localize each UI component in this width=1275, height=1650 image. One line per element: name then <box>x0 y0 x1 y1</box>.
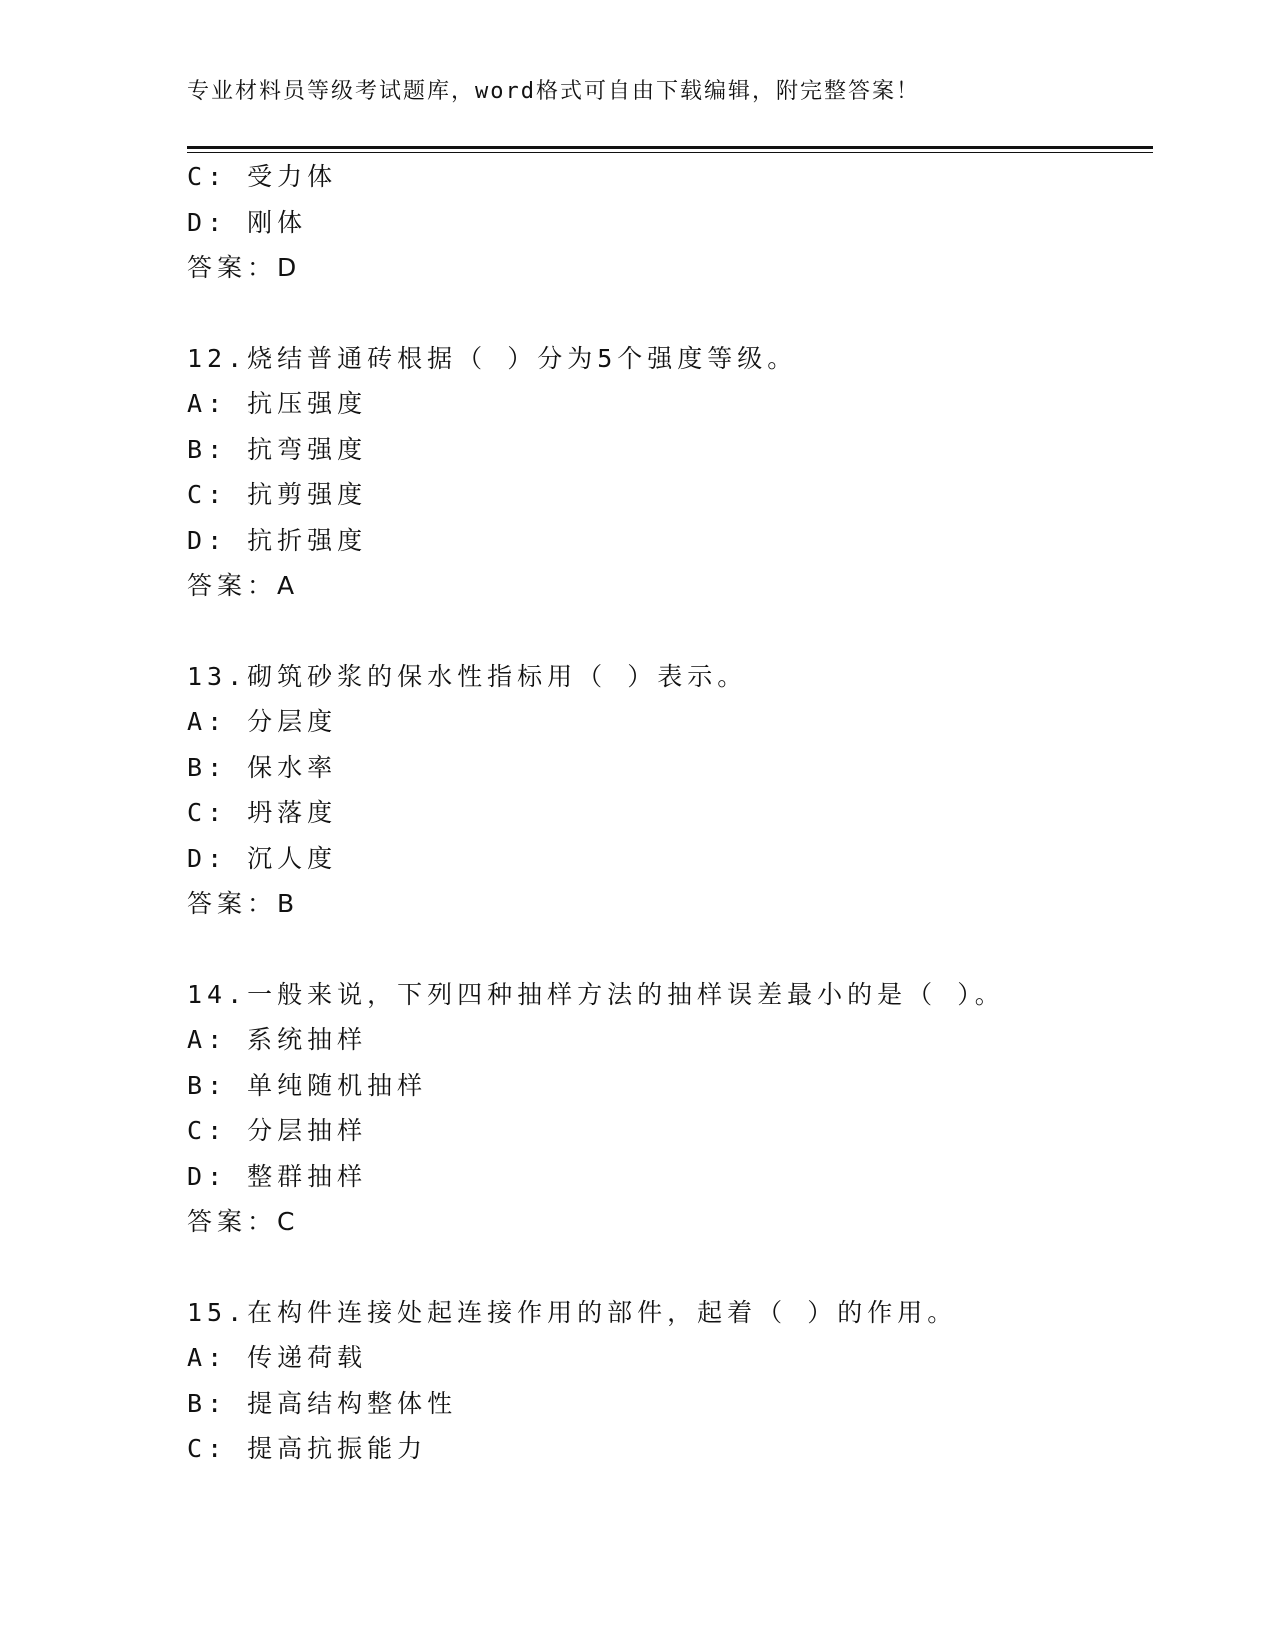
option-line <box>187 1063 1153 1109</box>
question-number: 13. <box>187 661 248 691</box>
option-separator: : <box>207 162 248 191</box>
option-separator: : <box>207 1070 248 1100</box>
option-text: 受力体 <box>247 162 338 191</box>
option-line <box>187 1335 1153 1381</box>
question-content <box>187 154 1153 1472</box>
option-text: 提高结构整体性 <box>247 1388 458 1418</box>
option-separator: : <box>207 1025 248 1054</box>
header-rule-thin <box>187 152 1153 153</box>
question-stem <box>187 1290 1153 1336</box>
option-line <box>187 518 1153 564</box>
spacer <box>187 1245 1153 1290</box>
option-text: 整群抽样 <box>247 1161 368 1191</box>
question-number: 15. <box>187 1297 248 1327</box>
question-text: 在构件连接处起连接作用的部件，起着（ ）的作用。 <box>247 1297 958 1327</box>
option-text: 抗弯强度 <box>247 434 368 464</box>
option-key: D <box>187 207 208 237</box>
answer-value: C <box>277 1207 296 1236</box>
option-separator: : <box>207 525 248 555</box>
option-key: D <box>187 525 208 555</box>
question-text: 砌筑砂浆的保水性指标用（ ）表示。 <box>247 661 748 691</box>
option-key: C <box>187 162 208 191</box>
option-key: B <box>187 434 208 464</box>
question-number: 12. <box>187 343 248 373</box>
option-separator: : <box>207 207 248 237</box>
option-text: 传递荷载 <box>247 1343 368 1372</box>
option-line <box>187 472 1153 518</box>
spacer <box>187 927 1153 972</box>
option-separator: : <box>207 480 248 509</box>
option-text: 刚体 <box>247 207 308 237</box>
option-separator: : <box>207 843 248 873</box>
option-separator: : <box>207 1434 248 1463</box>
option-line <box>187 1381 1153 1427</box>
option-line <box>187 1017 1153 1063</box>
option-separator: : <box>207 798 248 827</box>
question-stem <box>187 336 1153 382</box>
option-line <box>187 836 1153 882</box>
option-text: 分层度 <box>247 707 338 736</box>
option-line <box>187 699 1153 745</box>
option-line <box>187 1426 1153 1472</box>
option-separator: : <box>207 707 248 736</box>
answer-value: A <box>277 571 296 600</box>
option-line <box>187 427 1153 473</box>
option-text: 沉人度 <box>247 843 338 873</box>
question-number: 14. <box>187 979 248 1009</box>
answer-line <box>187 245 1153 291</box>
option-key: D <box>187 1161 208 1191</box>
question-text: 一般来说，下列四种抽样方法的抽样误差最小的是（ ）。 <box>247 979 1005 1009</box>
option-key: A <box>187 707 208 736</box>
option-line <box>187 381 1153 427</box>
option-line <box>187 200 1153 246</box>
option-text: 分层抽样 <box>247 1116 368 1145</box>
answer-label: 答案： <box>187 889 278 918</box>
answer-line <box>187 881 1153 927</box>
option-text: 单纯随机抽样 <box>247 1070 428 1100</box>
spacer <box>187 609 1153 654</box>
option-key: D <box>187 843 208 873</box>
option-line <box>187 1108 1153 1154</box>
option-separator: : <box>207 389 248 418</box>
option-line <box>187 154 1153 200</box>
option-separator: : <box>207 1343 248 1372</box>
option-text: 抗折强度 <box>247 525 368 555</box>
option-line <box>187 1154 1153 1200</box>
answer-value: B <box>277 889 296 918</box>
option-key: C <box>187 1434 208 1463</box>
spacer <box>187 291 1153 336</box>
question-stem <box>187 972 1153 1018</box>
answer-line <box>187 1199 1153 1245</box>
option-separator: : <box>207 1388 248 1418</box>
option-key: B <box>187 752 208 782</box>
option-separator: : <box>207 752 248 782</box>
option-key: B <box>187 1388 208 1418</box>
question-stem <box>187 654 1153 700</box>
answer-label: 答案： <box>187 1207 278 1236</box>
answer-line <box>187 563 1153 609</box>
option-text: 保水率 <box>247 752 338 782</box>
answer-value: D <box>277 253 298 282</box>
answer-label: 答案： <box>187 571 278 600</box>
option-line <box>187 745 1153 791</box>
answer-label: 答案： <box>187 253 278 282</box>
option-key: C <box>187 798 208 827</box>
option-key: C <box>187 1116 208 1145</box>
option-text: 提高抗振能力 <box>247 1434 428 1463</box>
page-header: 专业材料员等级考试题库，word格式可自由下载编辑，附完整答案！ <box>187 79 920 104</box>
option-text: 抗压强度 <box>247 389 368 418</box>
option-separator: : <box>207 1116 248 1145</box>
header-rule-thick <box>187 146 1153 149</box>
option-separator: : <box>207 434 248 464</box>
option-separator: : <box>207 1161 248 1191</box>
option-text: 抗剪强度 <box>247 480 368 509</box>
option-line <box>187 790 1153 836</box>
option-key: A <box>187 389 208 418</box>
question-text: 烧结普通砖根据（ ）分为5个强度等级。 <box>247 343 798 373</box>
option-key: C <box>187 480 208 509</box>
option-text: 系统抽样 <box>247 1025 368 1054</box>
option-text: 坍落度 <box>247 798 338 827</box>
option-key: A <box>187 1025 208 1054</box>
option-key: A <box>187 1343 208 1372</box>
option-key: B <box>187 1070 208 1100</box>
